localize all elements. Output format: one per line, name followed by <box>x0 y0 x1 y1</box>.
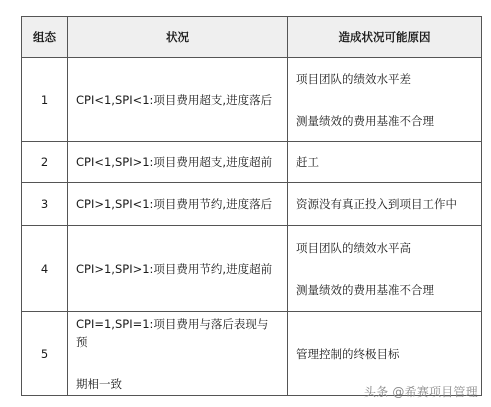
group-cell: 4 <box>22 226 68 312</box>
reason-cell <box>288 142 482 183</box>
header-group: 组态 <box>22 17 68 58</box>
group-cell: 5 <box>22 312 68 396</box>
reason-text: 资源没有真正投入到项目工作中 <box>296 197 457 211</box>
status-cell <box>68 312 288 396</box>
group-cell: 1 <box>22 58 68 142</box>
group-cell: 2 <box>22 142 68 183</box>
reason-text: 项目团队的绩效水平高 <box>296 240 411 255</box>
status-text: CPI>1,SPI>1:项目费用节约,进度超前 <box>76 261 273 276</box>
table-row <box>22 58 482 142</box>
status-text: CPI<1,SPI<1:项目费用超支,进度落后 <box>76 92 273 107</box>
table-header-row <box>22 17 482 58</box>
table-row <box>22 142 482 183</box>
reason-cell <box>288 183 482 226</box>
status-text: CPI=1,SPI=1:项目费用与落后表现与预 <box>76 316 269 349</box>
status-cell <box>68 183 288 226</box>
header-status: 状况 <box>68 17 288 58</box>
table-row <box>22 226 482 312</box>
group-cell: 3 <box>22 183 68 226</box>
reason-cell <box>288 58 482 142</box>
status-text: CPI<1,SPI>1:项目费用超支,进度超前 <box>76 155 273 169</box>
reason-text: 测量绩效的费用基准不合理 <box>296 282 434 297</box>
reason-text: 测量绩效的费用基准不合理 <box>296 113 434 128</box>
status-cell <box>68 226 288 312</box>
reason-text: 赶工 <box>296 155 319 169</box>
status-cell <box>68 58 288 142</box>
status-cell <box>68 142 288 183</box>
reason-text: 项目团队的绩效水平差 <box>296 71 411 86</box>
status-text: 期相一致 <box>76 376 122 391</box>
table-row <box>22 183 482 226</box>
header-reason: 造成状况可能原因 <box>288 17 482 58</box>
source-watermark: 头条 @希赛项目管理 <box>364 385 478 399</box>
reason-text: 管理控制的终极目标 <box>296 346 400 361</box>
status-text: CPI>1,SPI<1:项目费用节约,进度落后 <box>76 197 273 211</box>
cpi-spi-table <box>21 16 482 396</box>
reason-cell <box>288 226 482 312</box>
